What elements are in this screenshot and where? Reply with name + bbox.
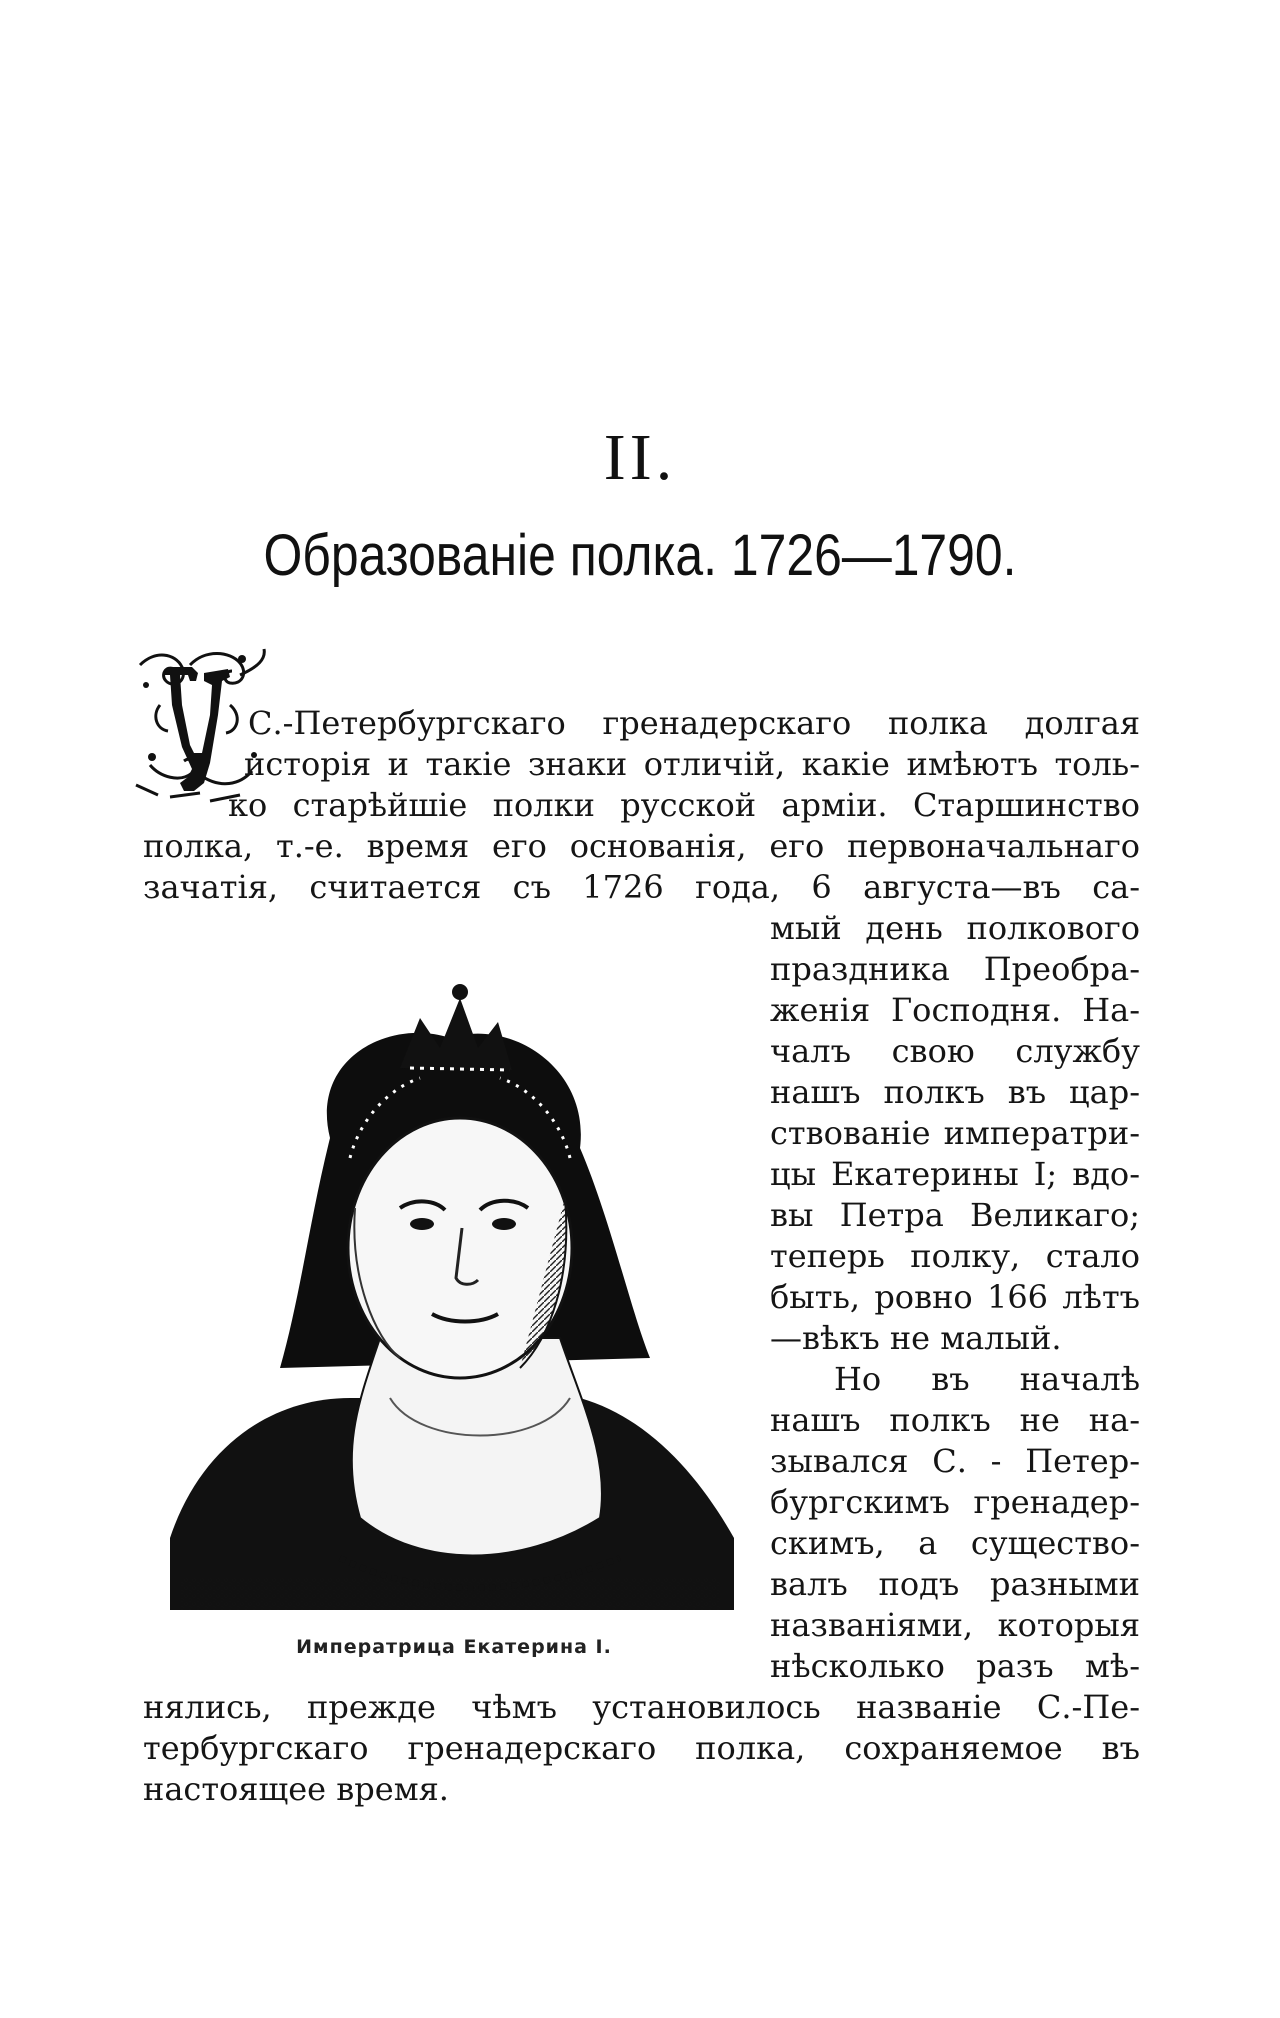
text-line: ствованіе императри- — [770, 1114, 1140, 1152]
text-line: праздника Преобра- — [770, 950, 1140, 988]
chapter-title: Образованіе полка. 1726—1790. — [263, 523, 1017, 588]
text-line: полка, т.-е. время его основанія, его первоначальнаго — [143, 827, 1140, 865]
text-line: теперь полку, стало — [770, 1237, 1140, 1275]
text-line: бургскимъ гренадер- — [770, 1483, 1140, 1521]
text-line: названіями, которыя — [770, 1606, 1140, 1644]
text-line: нѣсколько разъ мѣ- — [770, 1647, 1140, 1685]
text-line: вы Петра Великаго; — [770, 1196, 1140, 1234]
text-line: зывался С. - Петер- — [770, 1442, 1140, 1480]
portrait-engraving-icon — [160, 978, 744, 1610]
chapter-number: II. — [603, 421, 677, 494]
text-line: женія Господня. На- — [770, 991, 1140, 1029]
text-line: валъ подъ разными — [770, 1565, 1140, 1603]
text-line: нашъ полкъ въ цар- — [770, 1073, 1140, 1111]
text-line: нашъ полкъ не на- — [770, 1401, 1140, 1439]
text-line: скимъ, а существо- — [770, 1524, 1140, 1562]
text-line: С.-Петербургскаго гренадерскаго полка долгая — [248, 704, 1140, 742]
text-line: нялись, прежде чѣмъ установилось названіе С.-Пе- — [143, 1688, 1140, 1726]
text-line: мый день полкового — [770, 909, 1140, 947]
text-line: быть, ровно 166 лѣтъ — [770, 1278, 1140, 1316]
text-line: чалъ свою службу — [770, 1032, 1140, 1070]
text-line: тербургскаго гренадерскаго полка, сохраняемое въ — [143, 1729, 1140, 1767]
text-line: исторія и такіе знаки отличій, какіе имѣютъ толь- — [244, 745, 1140, 783]
text-line: настоящее время. — [143, 1770, 449, 1808]
portrait-illustration — [160, 978, 744, 1610]
portrait-caption: Императрица Екатерина I. — [296, 1636, 612, 1658]
text-line: —вѣкъ не малый. — [770, 1319, 1062, 1357]
text-line: ко старѣйшіе полки русской арміи. Старшинство — [228, 786, 1140, 824]
text-line: Но въ началѣ — [834, 1360, 1140, 1398]
text-line: цы Екатерины I; вдо- — [770, 1155, 1140, 1193]
text-line: зачатія, считается съ 1726 года, 6 августа—въ са- — [143, 868, 1140, 906]
